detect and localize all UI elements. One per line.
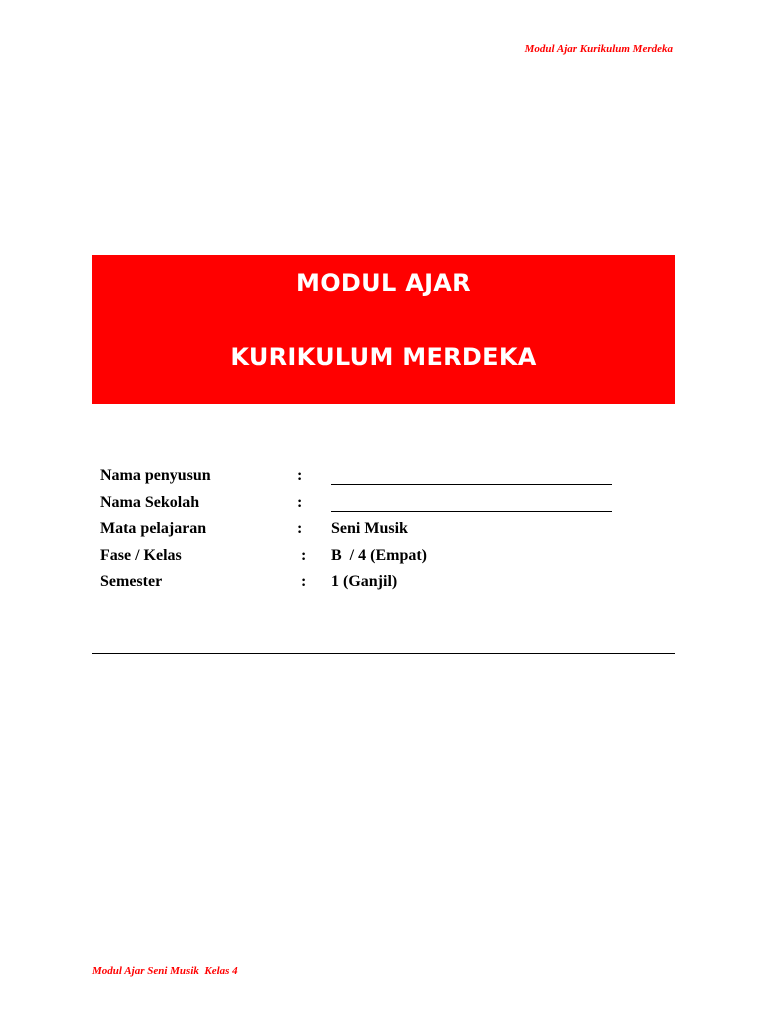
- running-footer: Modul Ajar Seni Musik Kelas 4: [92, 965, 238, 977]
- info-label-author: Nama penyusun: [100, 467, 211, 484]
- info-value-subject: Seni Musik: [331, 520, 408, 537]
- info-colon: :: [301, 546, 307, 564]
- info-label-school: Nama Sekolah: [100, 493, 200, 511]
- info-value-semester: 1 (Ganjil): [331, 573, 398, 590]
- title-subtitle: KURIKULUM MERDEKA: [230, 343, 537, 371]
- info-colon: :: [297, 467, 303, 484]
- info-label-subject: Mata pelajaran: [100, 520, 207, 537]
- horizontal-divider: [92, 653, 675, 654]
- info-row-school: [100, 491, 660, 518]
- author-blank-line: [331, 470, 612, 485]
- title-banner: [92, 255, 675, 404]
- info-label-semester: Semester: [100, 573, 163, 590]
- info-colon: :: [297, 520, 303, 537]
- info-colon: :: [297, 493, 303, 511]
- info-row-subject: [100, 517, 660, 544]
- info-row-author: [100, 464, 660, 491]
- title-main: MODUL AJAR: [296, 269, 471, 297]
- info-row-phase-class: [100, 544, 660, 571]
- info-value-phase-class: B / 4 (Empat): [331, 546, 427, 564]
- identity-table: [100, 464, 660, 597]
- info-colon: :: [301, 573, 307, 590]
- info-label-phase-class: Fase / Kelas: [100, 546, 182, 564]
- school-blank-line: [331, 497, 612, 512]
- running-header: Modul Ajar Kurikulum Merdeka: [524, 43, 673, 55]
- info-row-semester: [100, 570, 660, 597]
